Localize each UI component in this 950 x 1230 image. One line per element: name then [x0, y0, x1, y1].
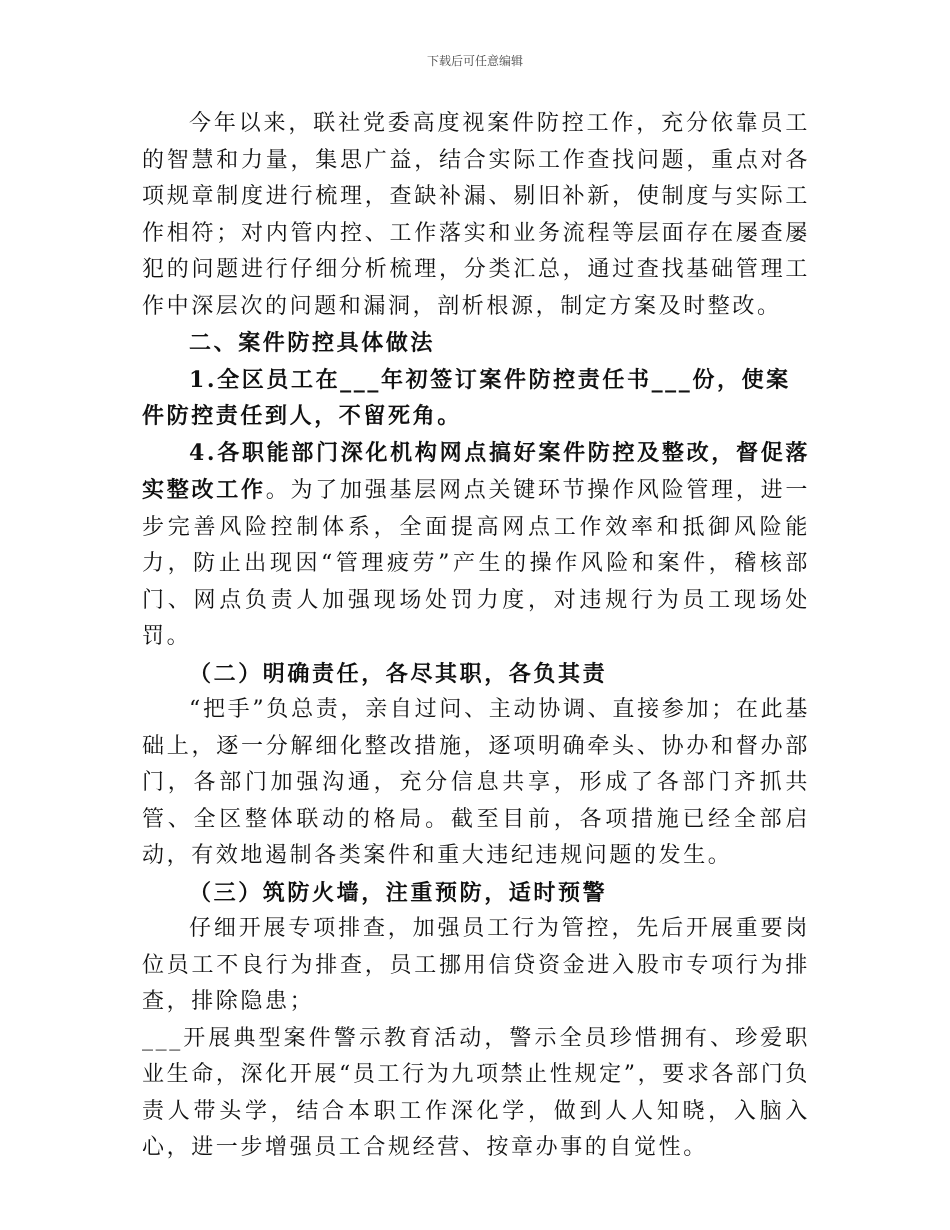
paragraph-3a: 仔细开展专项排查，加强员工行为管控，先后开展重要岗位员工不良行为排查，员工挪用信贷资金进入股市专项行为排查，排除隐患；: [142, 916, 810, 1014]
section-heading-2: 二、案件防控具体做法: [189, 330, 436, 356]
paragraph-3b: ___开展典型案件警示教育活动，警示全员珍惜拥有、珍爱职业生命，深化开展“员工行为九项禁止性规定”，要求各部门负责人带头学，结合本职工作深化学，做到人人知晓，入脑入心，进一步增强员工合规经营、按章办事的自觉性。: [142, 1025, 810, 1160]
item-4-title: 4.各职能部门深化机构网点搞好案件防控及整改，督促落实整改工作: [142, 439, 810, 503]
page-header: 下载后可任意编辑: [426, 54, 523, 68]
subheading-3: （三）筑防火墙，注重预防，适时预警: [189, 879, 608, 906]
document-body: [142, 106, 810, 1167]
item-1: 1.全区员工在___年初签订案件防控责任书___份，使案件防控责任到人，不留死角。: [142, 366, 791, 429]
subheading-2: （二）明确责任，各尽其职，各负其责: [189, 660, 608, 687]
item-4: [142, 435, 810, 656]
paragraph-1: 今年以来，联社党委高度视案件防控工作，充分依靠员工的智慧和力量，集思广益，结合实际工作查找问题，重点对各项规章制度进行梳理，查缺补漏、剔旧补新，使制度与实际工作相符；对内管内控、工作落实和业务流程等层面存在屡查屡犯的问题进行仔细分析梳理，分类汇总，通过查找基础管理工作中深层次的问题和漏洞，剖析根源，制定方案及时整改。: [142, 111, 810, 319]
paragraph-2: “把手”负总责，亲自过问、主动协调、直接参加；在此基础上，逐一分解细化整改措施，逐项明确牵头、协办和督办部门，各部门加强沟通，充分信息共享，形成了各部门齐抓共管、全区整体联动的格局。截至目前，各项措施已经全部启动，有效地遏制各类案件和重大违纪违规问题的发生。: [142, 697, 810, 868]
item-4-text: 。为了加强基层网点关键环节操作风险管理，进一步完善风险控制体系，全面提高网点工作效率和抵御风险能力，防止出现因“管理疲劳”产生的操作风险和案件，稽核部门、网点负责人加强现场处罚力度，对违规行为员工现场处罚。: [142, 478, 810, 649]
